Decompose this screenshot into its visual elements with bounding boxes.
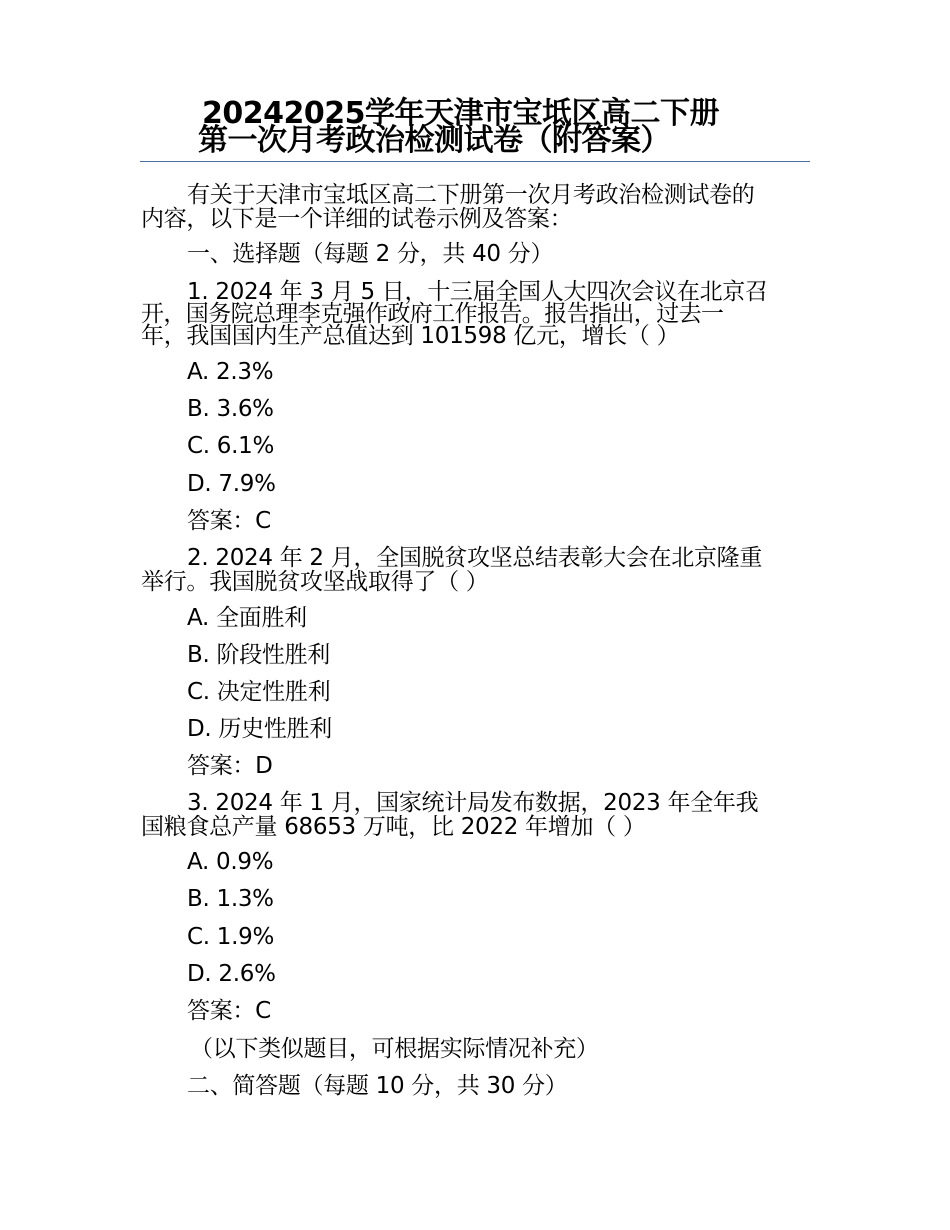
title-line-2: 第一次月考政治检测试卷（附答案） <box>198 123 670 158</box>
question-1-option-b: B. 3.6% <box>187 396 274 422</box>
question-1-option-c: C. 6.1% <box>187 433 275 459</box>
document-title <box>140 96 810 158</box>
intro-line-2: 内容，以下是一个详细的试卷示例及答案： <box>141 206 573 232</box>
title-divider <box>140 161 810 162</box>
question-1-answer: 答案：C <box>187 508 271 534</box>
question-3-answer: 答案：C <box>187 998 271 1024</box>
question-2-line-1: 2. 2024 年 2 月，全国脱贫攻坚总结表彰大会在北京隆重 <box>187 545 763 571</box>
question-2-line-2: 举行。我国脱贫攻坚战取得了（ ） <box>141 569 489 595</box>
question-3-line-2: 国粮食总产量 68653 万吨，比 2022 年增加（ ） <box>141 814 646 840</box>
title-line-1: 20242025学年天津市宝坻区高二下册 <box>202 96 719 131</box>
question-3-option-c: C. 1.9% <box>187 924 275 950</box>
supplement-note: （以下类似题目，可根据实际情况补充） <box>190 1036 599 1062</box>
section-heading-choice: 一、选择题（每题 2 分，共 40 分） <box>187 241 554 267</box>
section-heading-short-answer: 二、简答题（每题 10 分，共 30 分） <box>187 1073 568 1099</box>
question-1-line-1: 1. 2024 年 3 月 5 日，十三届全国人大四次会议在北京召 <box>187 279 768 305</box>
question-3-option-d: D. 2.6% <box>187 961 276 987</box>
question-1-option-a: A. 2.3% <box>187 359 274 385</box>
question-3-option-a: A. 0.9% <box>187 849 274 875</box>
question-1-option-d: D. 7.9% <box>187 471 276 497</box>
question-3-option-b: B. 1.3% <box>187 886 274 912</box>
intro-line-1: 有关于天津市宝坻区高二下册第一次月考政治检测试卷的 <box>187 182 755 208</box>
question-3-line-1: 3. 2024 年 1 月，国家统计局发布数据，2023 年全年我 <box>187 790 759 816</box>
question-2-option-b: B. 阶段性胜利 <box>187 642 331 668</box>
question-2-option-d: D. 历史性胜利 <box>187 716 332 742</box>
question-1-line-2: 开，国务院总理李克强作政府工作报告。报告指出，过去一 <box>141 301 724 327</box>
question-1-line-3: 年，我国国内生产总值达到 101598 亿元，增长（ ） <box>141 323 680 349</box>
question-2-option-a: A. 全面胜利 <box>187 605 307 631</box>
question-2-answer: 答案：D <box>187 753 273 779</box>
question-2-option-c: C. 决定性胜利 <box>187 679 331 705</box>
